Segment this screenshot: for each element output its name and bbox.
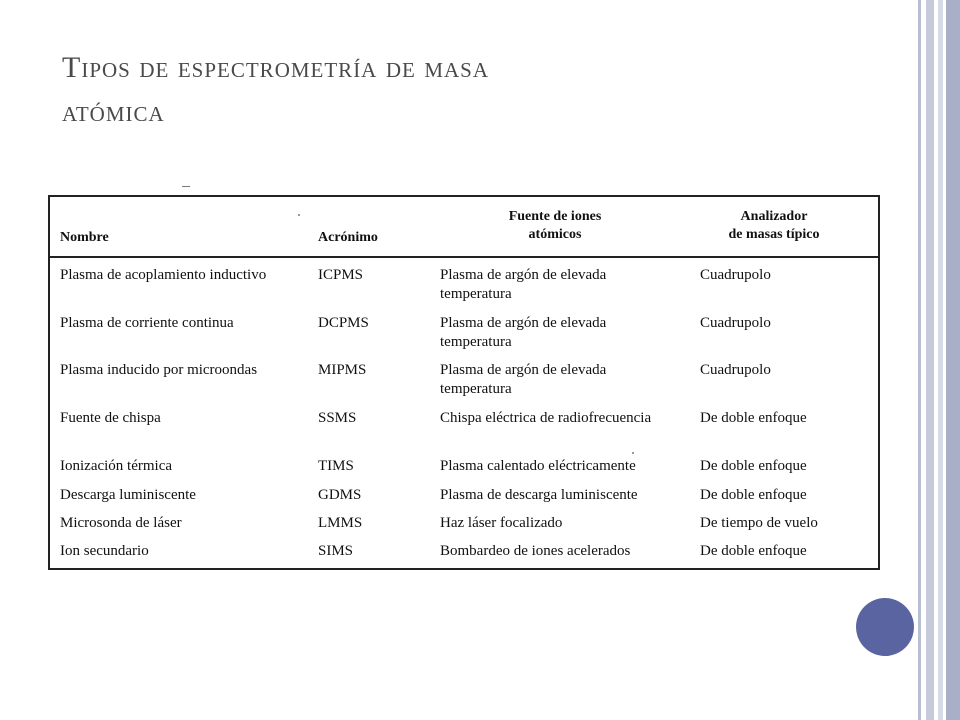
header-source-line2: atómicos (528, 227, 582, 242)
slide-title (62, 46, 862, 134)
table-cell-source: Plasma calentado eléctricamente (440, 458, 636, 474)
table-cell-analyzer: De tiempo de vuelo (700, 515, 818, 531)
table-cell-acronym: SSMS (318, 410, 357, 426)
table-cell-source: Bombardeo de iones acelerados (440, 543, 631, 559)
header-name: Nombre (60, 230, 109, 245)
decor-circle (856, 598, 914, 656)
scan-mark (182, 186, 190, 187)
table-cell-source: Plasma de argón de elevada temperatura (440, 315, 607, 350)
header-acronym: Acrónimo (318, 230, 378, 245)
header-source (470, 208, 640, 244)
decor-bar (946, 0, 960, 720)
table-cell-name: Microsonda de láser (60, 515, 182, 531)
table-cell-name: Plasma de acoplamiento inductivo (60, 267, 267, 283)
table-header-rule (48, 256, 880, 258)
table-cell-acronym: MIPMS (318, 362, 367, 378)
header-analyzer (704, 208, 844, 244)
table-cell-source: Plasma de descarga luminiscente (440, 487, 638, 503)
table-cell-acronym: ICPMS (318, 267, 364, 283)
table-cell-name: Descarga luminiscente (60, 487, 196, 503)
table-cell-name: Ionización térmica (60, 458, 173, 474)
table-cell-acronym: GDMS (318, 487, 362, 503)
decor-bar (926, 0, 934, 720)
table-cell-analyzer: De doble enfoque (700, 410, 807, 426)
slide-title-line1: Tipos de espectrometría de masa (62, 51, 490, 84)
table-cell-source: Haz láser focalizado (440, 515, 563, 531)
table-cell-name: Plasma de corriente continua (60, 315, 234, 331)
table-cell-analyzer: Cuadrupolo (700, 315, 771, 331)
table-cell-analyzer: Cuadrupolo (700, 362, 771, 378)
table-cell-name: Ion secundario (60, 543, 149, 559)
table-cell-analyzer: Cuadrupolo (700, 267, 771, 283)
header-analyzer-line1: Analizador (740, 209, 808, 224)
table-cell-analyzer: De doble enfoque (700, 458, 807, 474)
decor-bar (918, 0, 921, 720)
table-cell-acronym: TIMS (318, 458, 354, 474)
decor-bar (938, 0, 943, 720)
header-source-line1: Fuente de iones (508, 209, 602, 224)
table-cell-source: Plasma de argón de elevada temperatura (440, 267, 607, 302)
table-cell-acronym: LMMS (318, 515, 363, 531)
table-cell-acronym: DCPMS (318, 315, 369, 331)
table-cell-source: Chispa eléctrica de radiofrecuencia (440, 410, 652, 426)
table-cell-name: Fuente de chispa (60, 410, 161, 426)
table-cell-analyzer: De doble enfoque (700, 487, 807, 503)
header-analyzer-line2: de masas típico (728, 227, 820, 242)
table-cell-analyzer: De doble enfoque (700, 543, 807, 559)
table-cell-acronym: SIMS (318, 543, 354, 559)
table-cell-name: Plasma inducido por microondas (60, 362, 258, 378)
table-cell-source: Plasma de argón de elevada temperatura (440, 362, 607, 397)
slide-title-line2: atómica (62, 95, 165, 128)
